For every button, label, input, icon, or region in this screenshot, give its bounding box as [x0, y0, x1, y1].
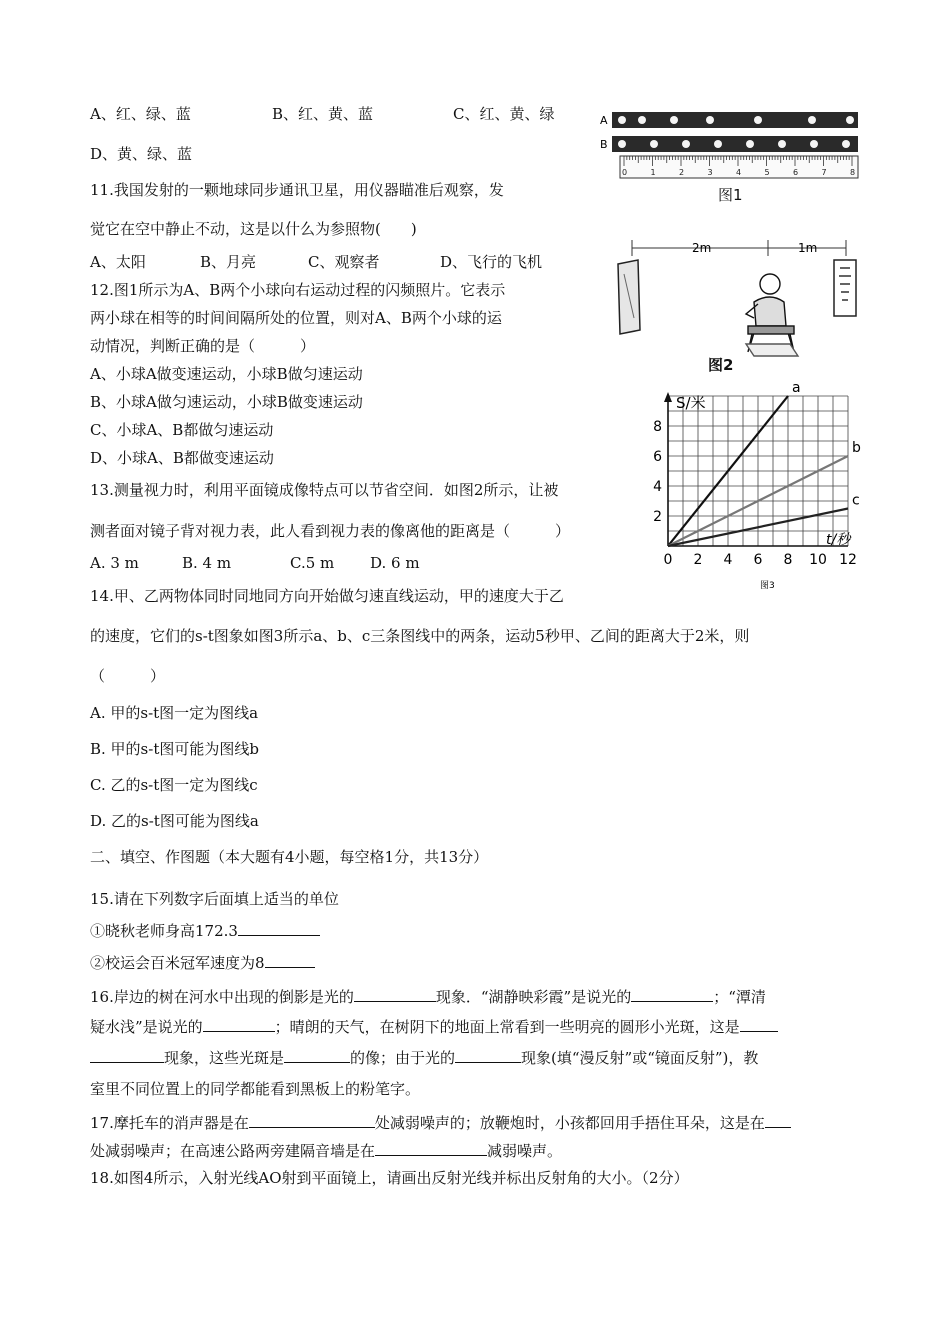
- q16-blank6[interactable]: [455, 1048, 521, 1063]
- x-tick-label: 0: [663, 552, 673, 568]
- figure-2-drawing: [608, 234, 873, 379]
- figure-2: [608, 234, 873, 379]
- figure-3: [640, 380, 870, 595]
- q16-blank1[interactable]: [354, 987, 436, 1002]
- q17-text-2a: 处减弱噪声；在高速公路两旁建隔音墙是在: [90, 1142, 376, 1160]
- q18-text: 18.如图4所示，入射光线AO射到平面镜上，请画出反射光线并标出反射角的大小。（2分）: [90, 1169, 689, 1187]
- chart-y-axis-arrow: [664, 392, 672, 402]
- q11-option-a: A、太阳: [90, 253, 146, 271]
- ruler-label: 7: [821, 168, 827, 177]
- chart-y-ticks: [653, 419, 662, 525]
- q14-option-d: D. 乙的s-t图可能为图线a: [90, 812, 259, 830]
- q16-line3: [90, 1048, 758, 1068]
- chart-st-graph: [640, 380, 870, 595]
- q13-option-c: C.5 m: [290, 554, 335, 572]
- q16-blank5[interactable]: [284, 1048, 350, 1063]
- chart-x-ticks: [664, 552, 857, 568]
- q17-blank2a[interactable]: [765, 1113, 791, 1128]
- q16-text-1c: ；“潭清: [713, 988, 766, 1006]
- q17-text-1a: 17.摩托车的消声器是在: [90, 1114, 249, 1132]
- q16-text-1b: 现象．“湖静映彩霞”是说光的: [435, 988, 632, 1006]
- q12-line2: 两小球在相等的时间间隔所处的位置，则对A、B两个小球的运: [90, 309, 502, 327]
- q10-option-a: A、红、绿、蓝: [90, 105, 191, 123]
- ruler-label: 4: [736, 168, 742, 177]
- q17-line2: [90, 1141, 562, 1161]
- q13-option-b: B. 4 m: [182, 554, 232, 572]
- q11-line1: 11.我国发射的一颗地球同步通讯卫星，用仪器瞄准后观察，发: [90, 181, 504, 199]
- ruler-label: 3: [707, 168, 713, 177]
- q15-blank1[interactable]: [238, 921, 320, 936]
- ruler-label: 8: [850, 168, 856, 177]
- section-heading: 二、填空、作图题（本大题有4小题，每空格1分，共13分）: [90, 848, 489, 866]
- q13-option-a: A. 3 m: [90, 554, 139, 572]
- q13-option-d: D. 6 m: [370, 554, 420, 572]
- x-tick-label: 8: [783, 552, 793, 568]
- q15-blank2[interactable]: [265, 953, 315, 968]
- fig1-caption: 图1: [718, 186, 743, 204]
- q11-option-d: D、飞行的飞机: [440, 253, 543, 271]
- q12-option-a: A、小球A做变速运动，小球B做匀速运动: [90, 365, 363, 383]
- y-tick-label: 8: [653, 419, 662, 435]
- ruler-label: 5: [764, 168, 770, 177]
- q17-blank1[interactable]: [249, 1113, 375, 1128]
- q14-line3: （ ）: [90, 667, 166, 685]
- q12-line1: 12.图1所示为A、B两个小球向右运动过程的闪频照片。它表示: [90, 281, 506, 299]
- y-tick-label: 4: [653, 479, 662, 495]
- q14-line2: 的速度，它们的s-t图象如图3所示a、b、c三条图线中的两条，运动5秒甲、乙间的距离大于2米，则: [90, 627, 750, 645]
- q16-text-1a: 16.岸边的树在河水中出现的倒影是光的: [90, 988, 354, 1006]
- y-tick-label: 6: [653, 449, 662, 465]
- x-tick-label: 12: [839, 552, 857, 568]
- series-label-b: b: [852, 440, 861, 456]
- x-tick-label: 6: [753, 552, 763, 568]
- q16-line1: [90, 987, 766, 1007]
- figure-1: [598, 108, 863, 208]
- q11-line2: 觉它在空中静止不动，这是以什么为参照物( ): [90, 220, 417, 238]
- chart-ylabel: S/米: [676, 394, 706, 412]
- q16-blank4b[interactable]: [90, 1048, 164, 1063]
- q12-option-d: D、小球A、B都做变速运动: [90, 449, 274, 467]
- ruler-label: 1: [650, 168, 656, 177]
- q16-text-3a: 现象，这些光斑是: [164, 1049, 285, 1067]
- q16-blank3[interactable]: [203, 1017, 275, 1032]
- q17-text-2b: 减弱噪声。: [487, 1142, 563, 1160]
- q14-option-c: C. 乙的s-t图一定为图线c: [90, 776, 258, 794]
- fig2-distance-left: 2m: [692, 241, 712, 255]
- fig2-caption: 图2: [708, 356, 734, 374]
- q17-line1: [90, 1113, 791, 1133]
- x-tick-label: 4: [723, 552, 733, 568]
- series-label-a: a: [792, 380, 801, 396]
- fig1-strip-b: [612, 136, 858, 152]
- q15-item1-text: ①晓秋老师身高172.3: [90, 922, 238, 940]
- ruler-label: 0: [622, 168, 628, 177]
- q12-option-c: C、小球A、B都做匀速运动: [90, 421, 274, 439]
- q16-line2: [90, 1017, 778, 1037]
- q11-option-b: B、月亮: [200, 253, 257, 271]
- q16-line4: 室里不同位置上的同学都能看到黑板上的粉笔字。: [90, 1080, 421, 1098]
- series-label-c: c: [852, 492, 860, 509]
- q14-line1: 14.甲、乙两物体同时同地同方向开始做匀速直线运动，甲的速度大于乙: [90, 587, 564, 605]
- y-tick-label: 2: [653, 509, 662, 525]
- q16-blank2[interactable]: [631, 987, 713, 1002]
- fig1-strip-a: [612, 112, 858, 128]
- q16-text-2a: 疑水浅”是说光的: [90, 1018, 203, 1036]
- q13-line2: 测者面对镜子背对视力表，此人看到视力表的像离他的距离是（ ）: [90, 522, 571, 540]
- chart-xlabel: t/秒: [826, 532, 851, 548]
- q14-option-a: A. 甲的s-t图一定为图线a: [90, 704, 259, 722]
- q16-text-3c: 现象(填“漫反射”或“镜面反射”)，教: [521, 1049, 759, 1067]
- ruler-label: 6: [793, 168, 799, 177]
- fig2-person: [746, 274, 798, 356]
- q14-option-b: B. 甲的s-t图可能为图线b: [90, 740, 259, 758]
- q17-blank3[interactable]: [375, 1141, 487, 1156]
- q15-stem: 15.请在下列数字后面填上适当的单位: [90, 890, 339, 908]
- fig2-distance-right: 1m: [798, 241, 818, 255]
- chart-grid: [668, 396, 848, 546]
- q12-line3: 动情况，判断正确的是（ ）: [90, 337, 316, 355]
- q10-option-b: B、红、黄、蓝: [272, 105, 374, 123]
- q16-text-2b: ；晴朗的天气，在树阴下的地面上常看到一些明亮的圆形小光斑，这是: [274, 1018, 740, 1036]
- q12-option-b: B、小球A做匀速运动，小球B做变速运动: [90, 393, 363, 411]
- q15-item2: [90, 953, 315, 973]
- fig1-row-label-a: A: [600, 114, 608, 127]
- q15-item2-text: ②校运会百米冠军速度为8: [90, 954, 265, 972]
- q13-line1: 13.测量视力时，利用平面镜成像特点可以节省空间．如图2所示，让被: [90, 481, 559, 499]
- x-tick-label: 10: [809, 552, 827, 568]
- q11-option-c: C、观察者: [308, 253, 380, 271]
- chart-title: 图3: [760, 581, 775, 591]
- q10-option-c: C、红、黄、绿: [453, 105, 555, 123]
- ruler-label: 2: [679, 168, 685, 177]
- q10-option-d: D、黄、绿、蓝: [90, 145, 193, 163]
- q17-text-1b: 处减弱噪声的；放鞭炮时，小孩都回用手捂住耳朵，这是在: [374, 1114, 765, 1132]
- q16-text-3b: 的像；由于光的: [350, 1049, 456, 1067]
- x-tick-label: 2: [693, 552, 703, 568]
- q15-item1: [90, 921, 320, 941]
- q16-blank4a[interactable]: [740, 1017, 778, 1032]
- fig1-row-label-b: B: [600, 138, 608, 151]
